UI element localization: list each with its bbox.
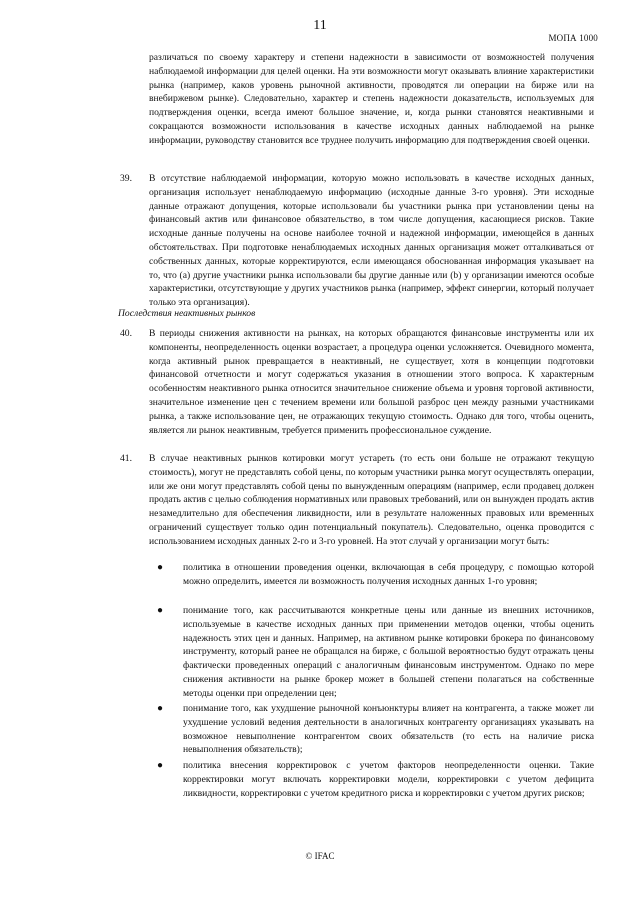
document-code: МОПА 1000 [548,33,598,43]
paragraph-number: 40. [120,328,132,339]
page-number: 11 [313,18,327,33]
bullet-item: понимание того, как рассчитываются конкретные цены или данные из внешних источников, используемые в качестве исходных данных при применении методов оценки, чтобы оценить надежность этих цен и данных. Например, на активном рынке котировки брокера по финансовому инструменту, который ранее не обращался на бирже, с большой вероятностью будут отражать цены фактически проведенных операций с аналогичным финансовым инструментом. Однако по мере снижения активности на рынке брокер может в большей степени полагаться на собственные методы оценки при определении цен; [183,605,594,699]
section-heading: Последствия неактивных рынков [118,308,256,319]
bullet-icon: ● [157,760,164,771]
bullet-icon: ● [157,703,164,714]
bullet-item: политика в отношении проведения оценки, включающая в себя процедуру, с помощью которой можно определить, имеется ли возможность получения исходных данных 1-го уровня; [183,562,594,587]
bullet-item: понимание того, как ухудшение рыночной конъюнктуры влияет на контрагента, а также может ли ухудшение условий ведения деятельности в аналогичных контрагенту организациях указывать на возможное невыполнение контрагентом своих обязательств (то есть на наличие риска невыполнения обязательств); [183,703,594,756]
paragraph-number: 39. [120,173,132,184]
bullet-icon: ● [157,562,164,573]
paragraph-text: В периоды снижения активности на рынках, на которых обращаются финансовые инструменты или их компоненты, неопределенность оценки возрастает, а процедура оценки усложняется. Очевидного момента, когда активный рынок превращается в неактивный, не существует, хотя в концепции подготовки финансовой отчетности и могут содержаться указания в отношении этого вопроса. К характерным особенностям неактивного рынка относится значительное снижение объема и уровня торговой активности, значительное изменение цен с течением времени или большой разброс цен между разными участниками рынка, а также использование цен, не отражающих текущую стоимость. Однако для того, чтобы оценить, является ли рынок неактивным, требуется применить профессиональное суждение. [149,328,594,436]
footer-copyright: © IFAC [305,851,335,861]
bullet-icon: ● [157,605,164,616]
paragraph-number: 41. [120,453,132,464]
paragraph-continuation: различаться по своему характеру и степени надежности в зависимости от возможностей получения наблюдаемой информации для целей оценки. На эти возможности могут оказывать влияние характеристики рынка (например, каков уровень рыночной активности, проводятся ли операции на бирже или на внебиржевом рынке). Следовательно, характер и степень надежности доказательств, используемых для подтверждения оценки, всегда имеют большое значение, и, когда рынки становятся неактивными и сокращаются возможности использования в качестве исходных данных наблюдаемой на рынке информации, руководству становится все труднее получить информацию для подтверждения своей оценки. [149,52,594,146]
paragraph-text: В отсутствие наблюдаемой информации, которую можно использовать в качестве исходных данных, организация использует ненаблюдаемую информацию (исходные данные 3-го уровня). Эти исходные данные отражают допущения, которые использовали бы участники рынка при установлении цены на финансовый актив или финансовое обязательство, в том числе допущения, касающиеся рисков. Такие исходные данные получены на основе наиболее точной и надежной информации, имеющейся в данных обстоятельствах. При подготовке ненаблюдаемых исходных данных организация может отталкиваться от собственных данных, которые корректируются, если имеющаяся обоснованная информация указывает на то, что (a) другие участники рынка использовали бы другие данные или (b) у организации имеются особые характеристики, отсутствующие у других участников рынка (например, эффект синергии, который получает только эта организация). [149,173,594,309]
paragraph-text: В случае неактивных рынков котировки могут устареть (то есть они больше не отражают текущую стоимость), могут не представлять собой цены, по которым участники рынка могут осуществлять операции, или же они могут представлять собой цены по вынужденным операциям (например, если продавец должен продать актив с целью соблюдения нормативных или правовых требований, или он вынужден продать актив незамедлительно для обеспечения ликвидности, или в результате наложенных правовых или временных ограничений существует только один потенциальный покупатель). Следовательно, оценка проводится с использованием исходных данных 2-го и 3-го уровней. На этот случай у организации могут быть: [149,453,594,547]
bullet-item: политика внесения корректировок с учетом факторов неопределенности оценки. Такие корректировки могут включать корректировки модели, корректировки с учетом дефицита ликвидности, корректировки с учетом кредитного риска и корректировки с учетом других рисков; [183,760,594,799]
